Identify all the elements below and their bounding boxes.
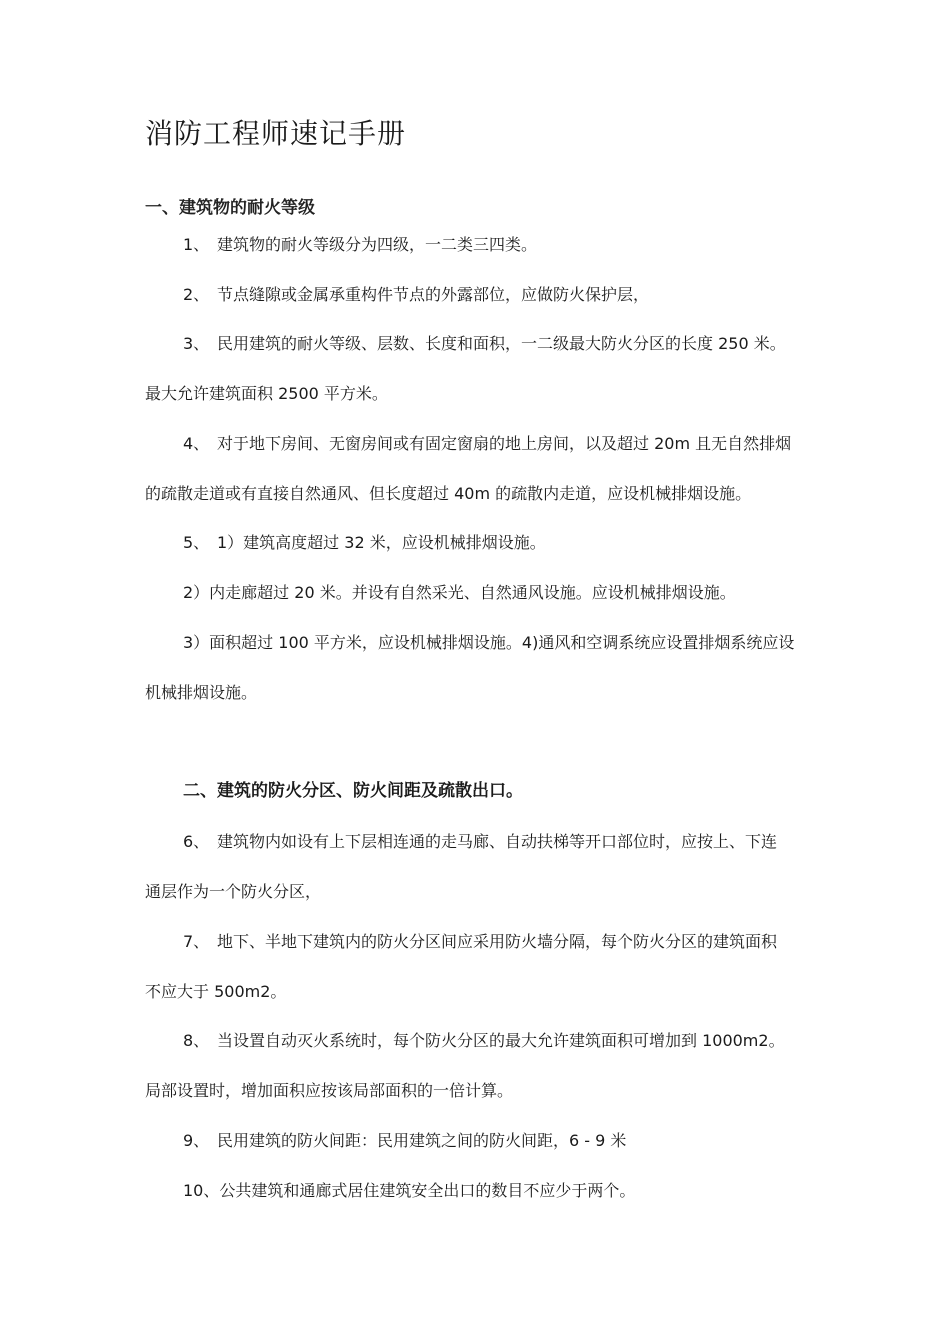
list-item-4: 4、 对于地下房间、无窗房间或有固定窗扇的地上房间，以及超过 20m 且无自然排烟: [183, 434, 792, 453]
list-item-9: 9、 民用建筑的防火间距：民用建筑之间的防火间距，6 - 9 米: [183, 1131, 627, 1150]
list-item-6: 6、 建筑物内如设有上下层相连通的走马廊、自动扶梯等开口部位时，应按上、下连: [183, 832, 778, 851]
list-item-5-sub-2: 2）内走廊超过 20 米。并设有自然采光、自然通风设施。应设机械排烟设施。: [183, 583, 736, 602]
list-item-7: 7、 地下、半地下建筑内的防火分区间应采用防火墙分隔，每个防火分区的建筑面积: [183, 932, 778, 951]
section-heading-fire-compartments: 二、建筑的防火分区、防火间距及疏散出口。: [183, 781, 523, 801]
list-item-3: 3、 民用建筑的耐火等级、层数、长度和面积，一二级最大防火分区的长度 250 米。: [183, 334, 786, 353]
list-item-5-continued: 机械排烟设施。: [145, 683, 258, 702]
list-item-4-continued: 的疏散走道或有直接自然通风、但长度超过 40m 的疏散内走道，应设机械排烟设施。: [145, 484, 752, 503]
list-item-7-continued: 不应大于 500m2。: [145, 982, 287, 1001]
list-item-10: 10、公共建筑和通廊式居住建筑安全出口的数目不应少于两个。: [183, 1181, 636, 1200]
list-item-3-continued: 最大允许建筑面积 2500 平方米。: [145, 384, 388, 403]
list-item-1: 1、 建筑物的耐火等级分为四级，一二类三四类。: [183, 235, 538, 254]
section-heading-fire-resistance: 一、建筑物的耐火等级: [145, 198, 315, 218]
document-title: 消防工程师速记手册: [145, 117, 407, 150]
list-item-6-continued: 通层作为一个防火分区，: [145, 882, 322, 901]
list-item-5-sub-3: 3）面积超过 100 平方米，应设机械排烟设施。4)通风和空调系统应设置排烟系统应设: [183, 633, 795, 652]
list-item-5: 5、 1）建筑高度超过 32 米，应设机械排烟设施。: [183, 533, 546, 552]
list-item-8-continued: 局部设置时，增加面积应按该局部面积的一倍计算。: [145, 1081, 514, 1100]
list-item-2: 2、 节点缝隙或金属承重构件节点的外露部位，应做防火保护层，: [183, 285, 650, 304]
list-item-8: 8、 当设置自动灭火系统时，每个防火分区的最大允许建筑面积可增加到 1000m2。: [183, 1031, 785, 1050]
